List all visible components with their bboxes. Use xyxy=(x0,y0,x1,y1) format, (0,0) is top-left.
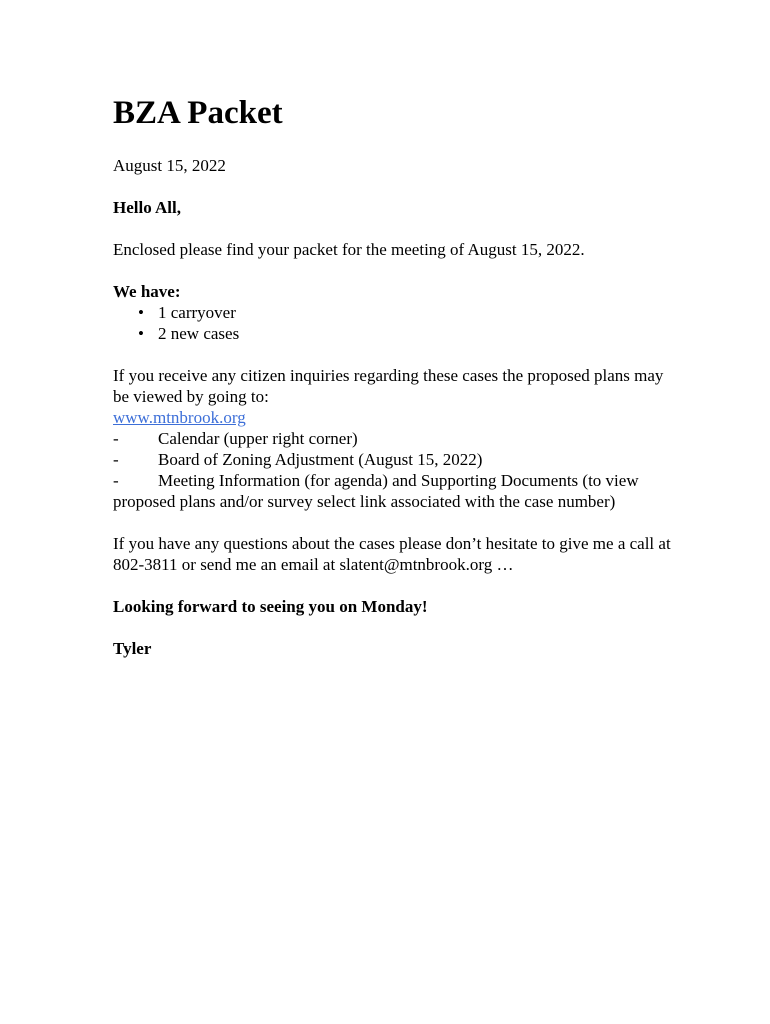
greeting: Hello All, xyxy=(113,198,181,217)
document-title: BZA Packet xyxy=(113,95,283,131)
step-label: Meeting Information (for agenda) and Supporting Documents (to view proposed plans and/or survey select link associated with the case number) xyxy=(113,471,639,511)
intro-paragraph: Enclosed please find your packet for the meeting of August 15, 2022. xyxy=(113,240,585,259)
step-item xyxy=(113,428,673,449)
step-label: Board of Zoning Adjustment (August 15, 2022) xyxy=(158,450,483,469)
document-date: August 15, 2022 xyxy=(113,156,226,175)
closing-line: Looking forward to seeing you on Monday! xyxy=(113,597,428,616)
step-item xyxy=(113,449,673,470)
dash-marker: - xyxy=(113,450,119,469)
dash-marker: - xyxy=(113,471,119,490)
inquiry-paragraph: If you receive any citizen inquiries regarding these cases the proposed plans may be viewed by going to: xyxy=(113,366,664,406)
document-page xyxy=(113,92,673,680)
case-item-label: 2 new cases xyxy=(158,324,240,343)
step-label: Calendar (upper right corner) xyxy=(158,429,358,448)
bullet-icon: • xyxy=(138,324,144,343)
step-item xyxy=(113,470,673,512)
list-item xyxy=(113,323,673,344)
cases-list xyxy=(113,302,673,344)
list-item xyxy=(113,302,673,323)
website-link[interactable]: www.mtnbrook.org xyxy=(113,408,246,427)
we-have-label: We have: xyxy=(113,282,181,301)
dash-marker: - xyxy=(113,429,119,448)
website-link-line xyxy=(113,407,673,428)
steps-list xyxy=(113,428,673,512)
bullet-icon: • xyxy=(138,303,144,322)
case-item-label: 1 carryover xyxy=(158,303,236,322)
signature: Tyler xyxy=(113,639,152,658)
questions-paragraph: If you have any questions about the cases please don’t hesitate to give me a call at 802-3811 or send me an email at slatent@mtnbrook.org … xyxy=(113,534,671,574)
